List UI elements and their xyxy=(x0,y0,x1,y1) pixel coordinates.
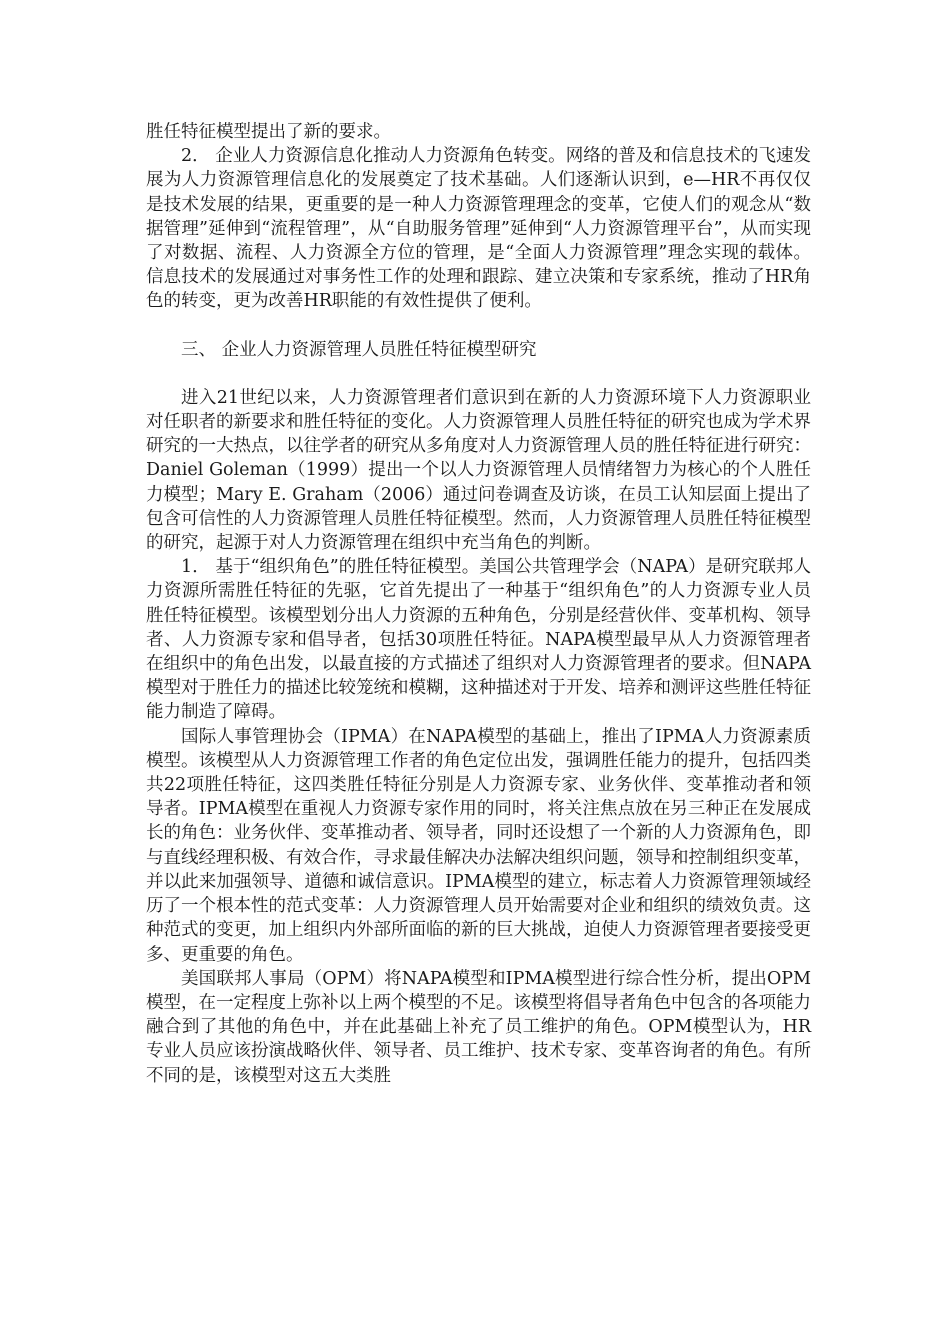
document-page xyxy=(146,120,811,1088)
paragraph-ipma-model: 国际人事管理协会（IPMA）在NAPA模型的基础上，推出了IPMA人力资源素质模型。该模型从人力资源管理工作者的角色定位出发，强调胜任能力的提升，包括四类共22项胜任特征，这四类胜任特征分别是人力资源专家、业务伙伴、变革推动者和领导者。IPMA模型在重视人力资源专家作用的同时，将关注焦点放在另三种正在发展成长的角色：业务伙伴、变革推动者、领导者，同时还设想了一个新的人力资源角色，即与直线经理积极、有效合作，寻求最佳解决办法解决组织问题，领导和控制组织变革，并以此来加强领导、道德和诚信意识。IPMA模型的建立，标志着人力资源管理领域经历了一个根本性的范式变革：人力资源管理人员开始需要对企业和组织的绩效负责。这种范式的变更，加上组织内外部所面临的新的巨大挑战，迫使人力资源管理者要接受更多、更重要的角色。 xyxy=(146,726,811,965)
paragraph-opm-model: 美国联邦人事局（OPM）将NAPA模型和IPMA模型进行综合性分析，提出OPM模型，在一定程度上弥补以上两个模型的不足。该模型将倡导者角色中包含的各项能力融合到了其他的角色中，并在此基础上补充了员工维护的角色。OPM模型认为，HR专业人员应该扮演战略伙伴、领导者、员工维护、技术专家、变革咨询者的角色。有所不同的是，该模型对这五大类胜 xyxy=(146,968,811,1086)
paragraph-21st-century: 进入21世纪以来，人力资源管理者们意识到在新的人力资源环境下人力资源职业对任职者的新要求和胜任特征的变化。人力资源管理人员胜任特征的研究也成为学术界研究的一大热点，以往学者的研究从多角度对人力资源管理人员的胜任特征进行研究：Daniel Goleman（1999）提出一个以人力资源管理人员情绪智力为核心的个人胜任力模型；Mary E. Graham（2006）通过问卷调查及访谈，在员工认知层面上提出了包含可信性的人力资源管理人员胜任特征模型。然而，人力资源管理人员胜任特征模型的研究，起源于对人力资源管理在组织中充当角色的判断。 xyxy=(146,387,811,554)
paragraph-hr-informatization: 2． 企业人力资源信息化推动人力资源角色转变。网络的普及和信息技术的飞速发展为人力资源管理信息化的发展奠定了技术基础。人们逐渐认识到，e—HR不再仅仅是技术发展的结果，更重要的是一种人力资源管理理念的变革，它使人们的观念从“数据管理”延伸到“流程管理”，从“自助服务管理”延伸到“人力资源管理平台”，从而实现了对数据、流程、人力资源全方位的管理，是“全面人力资源管理”理念实现的载体。信息技术的发展通过对事务性工作的处理和跟踪、建立决策和专家系统，推动了HR角色的转变，更为改善HR职能的有效性提供了便利。 xyxy=(146,146,811,312)
paragraph-napa-model: 1． 基于“组织角色”的胜任特征模型。美国公共管理学会（NAPA）是研究联邦人力资源所需胜任特征的先驱，它首先提出了一种基于“组织角色”的人力资源专业人员胜任特征模型。该模型划分出人力资源的五种角色，分别是经营伙伴、变革机构、领导者、人力资源专家和倡导者，包括30项胜任特征。NAPA模型最早从人力资源管理者在组织中的角色出发，以最直接的方式描述了组织对人力资源管理者的要求。但NAPA模型对于胜任力的描述比较笼统和模糊，这种描述对于开发、培养和测评这些胜任特征能力制造了障碍。 xyxy=(146,557,811,723)
paragraph-continuation: 胜任特征模型提出了新的要求。 xyxy=(146,122,391,142)
section-heading: 三、 企业人力资源管理人员胜任特征模型研究 xyxy=(181,339,537,360)
